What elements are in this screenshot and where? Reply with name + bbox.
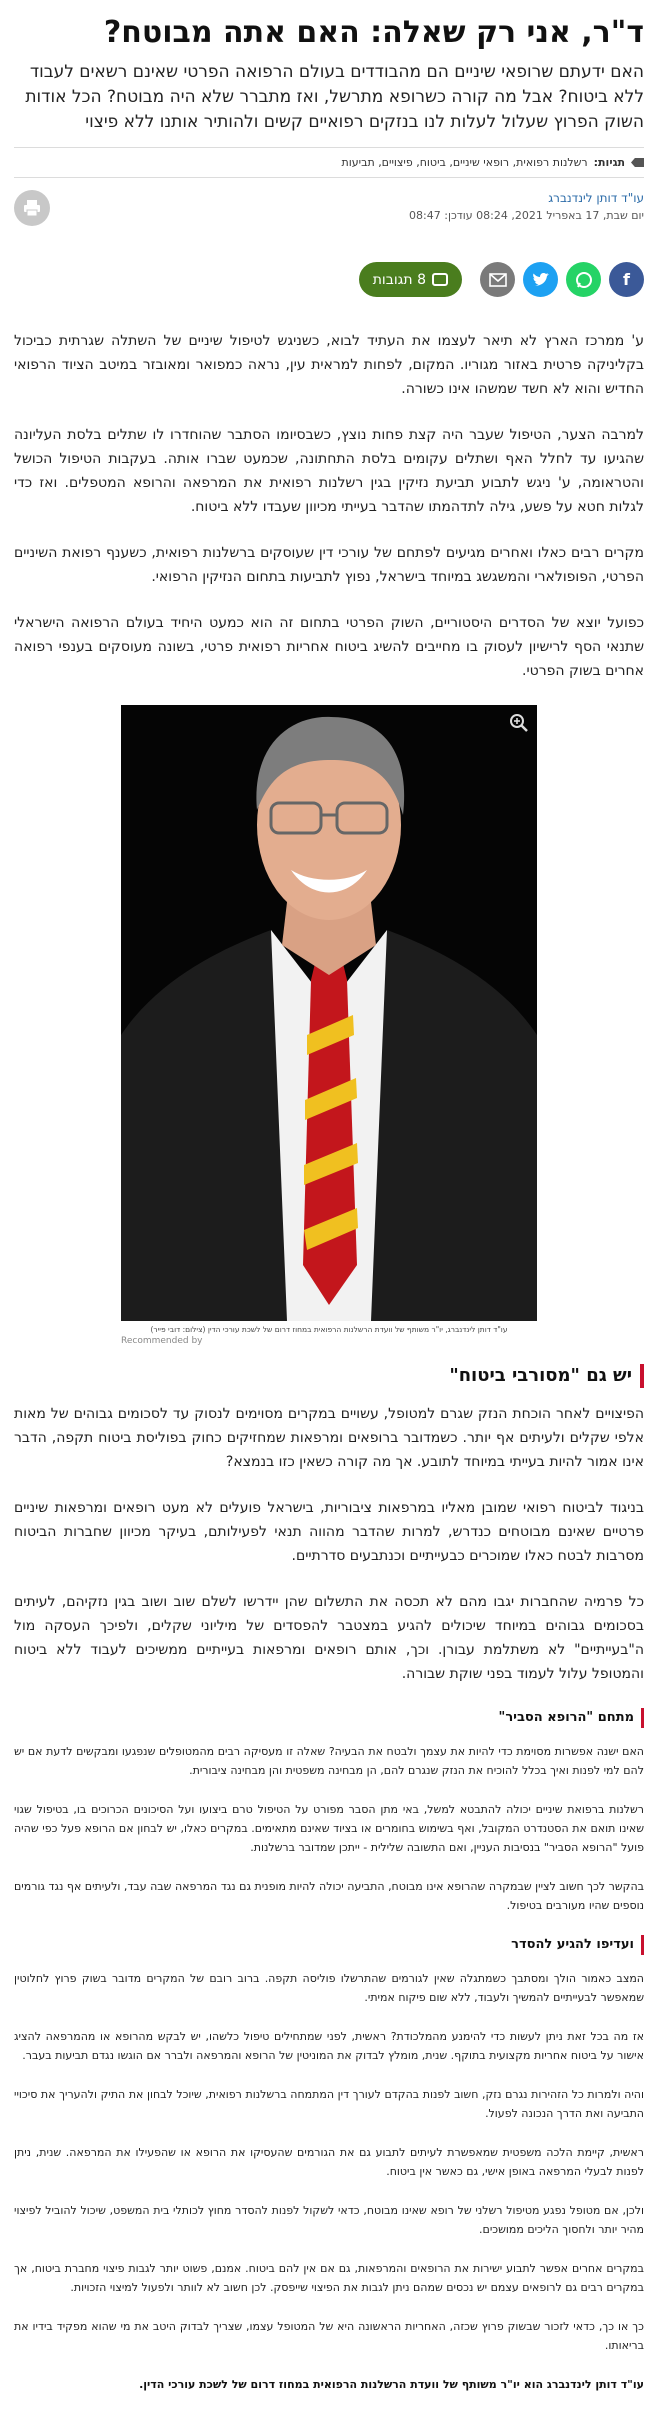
paragraph-8: האם ישנה אפשרות מסוימת כדי להיות את עצמך ולבטח את הבעיה? שאלה זו מעסיקה רבים מהמטופלים שנפגעו ומבקשים לדעת אם יש להם למי לפנות ואיך בכלל להוכיח את הנזק שנגרם להם, הן מבחינה משפטית והן מבחינה ציבורית. [14,1745,644,1777]
paragraph-15: ולכן, אם מטופל נפגע מטיפול רשלני של רופא שאינו מבוטח, כדאי לשקול לפנות להסדר מחוץ לכותלי בית המשפט, שיכול להוביל לפיצוי מהיר יותר ולחסוך הליכים ממושכים. [14,2204,644,2236]
paragraph-5: הפיצויים לאחר הוכחת הנזק שגרם למטופל, עשויים במקרים מסוימים לנסוק עד לסכומים גבוהים של מאות אלפי שקלים ולעיתים אף יותר. כשמדובר ברופאים ומרפאות שמחזיקים כחוק בפוליסת ביטוח תקפה, הדבר אינו אמור להיות בעייתי במיוחד לתובע. אך מה קורה כשאין כזו בנמצא? [14,1406,644,1470]
paragraph-1: ע' ממרכז הארץ לא תיאר לעצמו את העתיד לבוא, כשניגש לטיפול שיניים של השתלה שגרתית כביכול בקליניקה פרטית באזור מגוריו. המקום, לפחות למראית עין, נראה כמפואר ומאובזר במיטב הציוד הרפואי החדיש והוא לא חשד שמשהו אינו כשורה. [14,333,644,397]
tags-list[interactable]: רשלנות רפואית, רופאי שיניים, ביטוח, פיצויים, תביעות [341,156,588,169]
author-block [409,190,644,224]
whatsapp-share-button[interactable] [566,262,601,297]
tags-label: תגיות: [593,156,625,169]
paragraph-10: בהקשר לכך חשוב לציין שבמקרה שהרופא אינו מבוטח, התביעה יכולה להיות מופנית גם נגד המרפאה שבה עבד, ולעיתים אף נגד גורמים נוספים שהיו מעורבים בטיפול. [14,1880,644,1912]
recommended-by[interactable]: Recommended by [121,1336,203,1346]
paragraph-14: ראשית, קיימת הלכה משפטית שמאפשרת לעיתים לתבוע גם את הגורמים שהעסיקו את הרופא או שהפעילו את המרפאה. שנית, ניתן לפנות לבעלי המרפאה באופן אישי, גם כאשר אין ביטוח. [14,2146,644,2178]
paragraph-11: המצב כאמור הולך ומסתבך כשמתגלה שאין לגורמים שהתרשלו פוליסה תקפה. ברוב רובם של המקרים מדובר בשוק פרוץ לחלוטין שמאפשר לבעייתיים להמשיך ולעבוד, ללא שום פיקוח אמיתי. [14,1972,644,2004]
comments-button[interactable] [359,262,462,297]
article-subtitle: האם ידעתם שרופאי שיניים הם מהבודדים בעולם הרפואה הפרטי שאינם רשאים לעבוד ללא ביטוח? אבל מה קורה כשרופא מתרשל, ואז מתברר שלא היה מבוטח? הכל אודות השוק הפרוץ שעלול לעלות לנו בנזקים רפואיים קשים ולהותיר אותנו ללא פיצוי [25,62,644,132]
section-heading-settlement: ועדיפו להגיע להסדר [14,1935,644,1955]
paragraph-3: מקרים רבים כאלו ואחרים מגיעים לפתחם של עורכי דין שעוסקים ברשלנות רפואית, כשענף רפואת השיניים הפרטי, הפופולארי והמשגשג במיוחד בישראל, נפוץ לתביעות בתחום הנזיקין הרפואי. [14,545,644,585]
tag-icon [631,158,644,167]
publish-date: יום שבת, 17 באפריל 2021, 08:24 עודכן: 08:47 [409,209,644,222]
paragraph-2: למרבה הצער, הטיפול שעבר היה קצת פחות נוצץ, כשבסיומו הסתבר שהוחדרו לו שתלים בלסת העליונה שהגיעו עד לחלל האף ושתלים עקומים בלסת התחתונה, שכמעט שברו אותה. בעקבות הטיפול הכושל והטראומה, ע' ניגש לתבוע תביעת נזיקין בגין רשלנות רפואית את המרפאה והרופא המטפלים. ואז כדי לגלות חטא על פשע, גילה לתדהמתו שהדבר בעייתי מכיוון שעבדו ללא ביטוח. [14,427,644,515]
paragraph-17: כך או כך, כדאי לזכור שבשוק פרוץ שכזה, האחריות הראשונה היא של המטופל עצמו, שצריך לבדוק היטב את מי שהוא מפקיד בידיו את בריאותו. [14,2320,644,2352]
comment-icon [432,273,448,286]
twitter-icon [532,272,550,288]
paragraph-6: בניגוד לביטוח רפואי שמובן מאליו במרפאות ציבוריות, בישראל פועלים לא מעט רופאים ומרפאות שיניים פרטיים שאינם מבוטחים כנדרש, למרות שהדבר מהווה תנאי לפעילותם, בעיקר מכיוון שחברות הביטוח מסרבות לבטח כאלו שמוכרים כבעייתיים וכנתבעים סדרתיים. [14,1500,644,1564]
paragraph-16: במקרים אחרים אפשר לתבוע ישירות את הרופאים והמרפאות, גם אם אין להם ביטוח. אמנם, פשוט יותר לגבות פיצוי מחברת ביטוח, אך במקרים רבים גם לרופאים עצמם יש נכסים שמהם ניתן לגבות את הפיצוי שייפסק. לכן חשוב לא לוותר ולפעול למיצוי הזכויות. [14,2262,644,2294]
author-footer-note: עו"ד דותן לינדנברג הוא יו"ר משותף של וועדת הרשלנות הרפואית במחוז דרום של לשכת עורכי הדין. [139,2378,644,2391]
whatsapp-icon [575,271,593,289]
author-photo[interactable] [121,705,537,1321]
paragraph-4: כפועל יוצא של הסדרים היסטוריים, השוק הפרטי בתחום זה הוא כמעט היחיד בעולם הרפואה הישראלי שתנאי הסף לרישיון לעסוק בו מחייבים להשיג ביטוח אחריות רפואית פרטי, בשונה מעוסקים בענפי רפואה אחרים בשוק הפרטי. [14,615,644,679]
article-title: ד"ר, אני רק שאלה: האם אתה מבוטח? [103,15,644,50]
section-heading-uninsured: יש גם "מסורבי ביטוח" [14,1364,644,1388]
section-heading-reasonable-doctor: מתחם "הרופא הסביר" [14,1708,644,1728]
facebook-icon: f [623,270,630,289]
email-share-button[interactable] [480,262,515,297]
author-row [14,190,644,226]
tags-row [14,147,644,178]
email-icon [489,273,507,287]
printer-icon [23,199,41,217]
facebook-share-button[interactable] [609,262,644,297]
comments-count: 8 תגובות [372,271,426,288]
author-name[interactable]: עו"ד דותן לינדנברג [548,191,644,205]
author-portrait-image [121,705,537,1321]
paragraph-9: רשלנות ברפואת שיניים יכולה להתבטא למשל, באי מתן הסבר מפורט על הטיפול טרם ביצועו ועל הסיכונים הכרוכים בו, בטיפול שגוי שאינו תואם את הסטנדרט המקובל, ואף בשימוש בחומרים או בציוד שאינם מתאימים. במקרים כאלו, יש לבחון אם הרופא פעל כפי שהיה פועל "הרופא הסביר" בנסיבות העניין, ואם התשובה שלילית - ייתכן שמדובר ברשלנות. [14,1803,644,1854]
paragraph-12: אז מה בכל זאת ניתן לעשות כדי להימנע מהמלכודת? ראשית, לפני שמתחילים טיפול כלשהו, יש לבקש מהרופא או מהמרפאה להציג אישור על ביטוח אחריות מקצועית בתוקף. שנית, מומלץ לבדוק את המוניטין של הרופא והמרפאה ולברר אם הוגשו נגדם תביעות בעבר. [14,2030,644,2062]
zoom-icon[interactable] [509,713,529,733]
twitter-share-button[interactable] [523,262,558,297]
paragraph-13: והיה ולמרות כל הזהירות נגרם נזק, חשוב לפנות בהקדם לעורך דין המתמחה ברשלנות רפואית, שיוכל לבחון את התיק ולהעריך את סיכויי התביעה ואת הדרך הנכונה לפעול. [14,2088,644,2120]
paragraph-7: כל פרמיה שהחברות יגבו מהם לא תכסה את התשלום שהן יידרשו לשלם שוב ושוב בגין נזקיהם, לעיתים בסכומים גבוהים במיוחד שיכולים להגיע במצטבר להפסדים של מיליוני שקלים, ולפיכך העסקה מול ה"בעייתיים" לא משתלמת עבורן. וכך, אותם רופאים ומרפאות בעייתיים ממשיכים לעבוד ללא ביטוח והמטופל עלול לעמוד בפני שוקת שבורה. [14,1594,644,1682]
photo-caption: עו"ד דותן לינדנברג, יו"ר משותף של וועדת הרשלנות הרפואית במחוז דרום של לשכת עורכי הדין (צילום: דובי פייר) [150,1325,508,1334]
share-row [14,262,644,297]
print-button[interactable] [14,190,50,226]
